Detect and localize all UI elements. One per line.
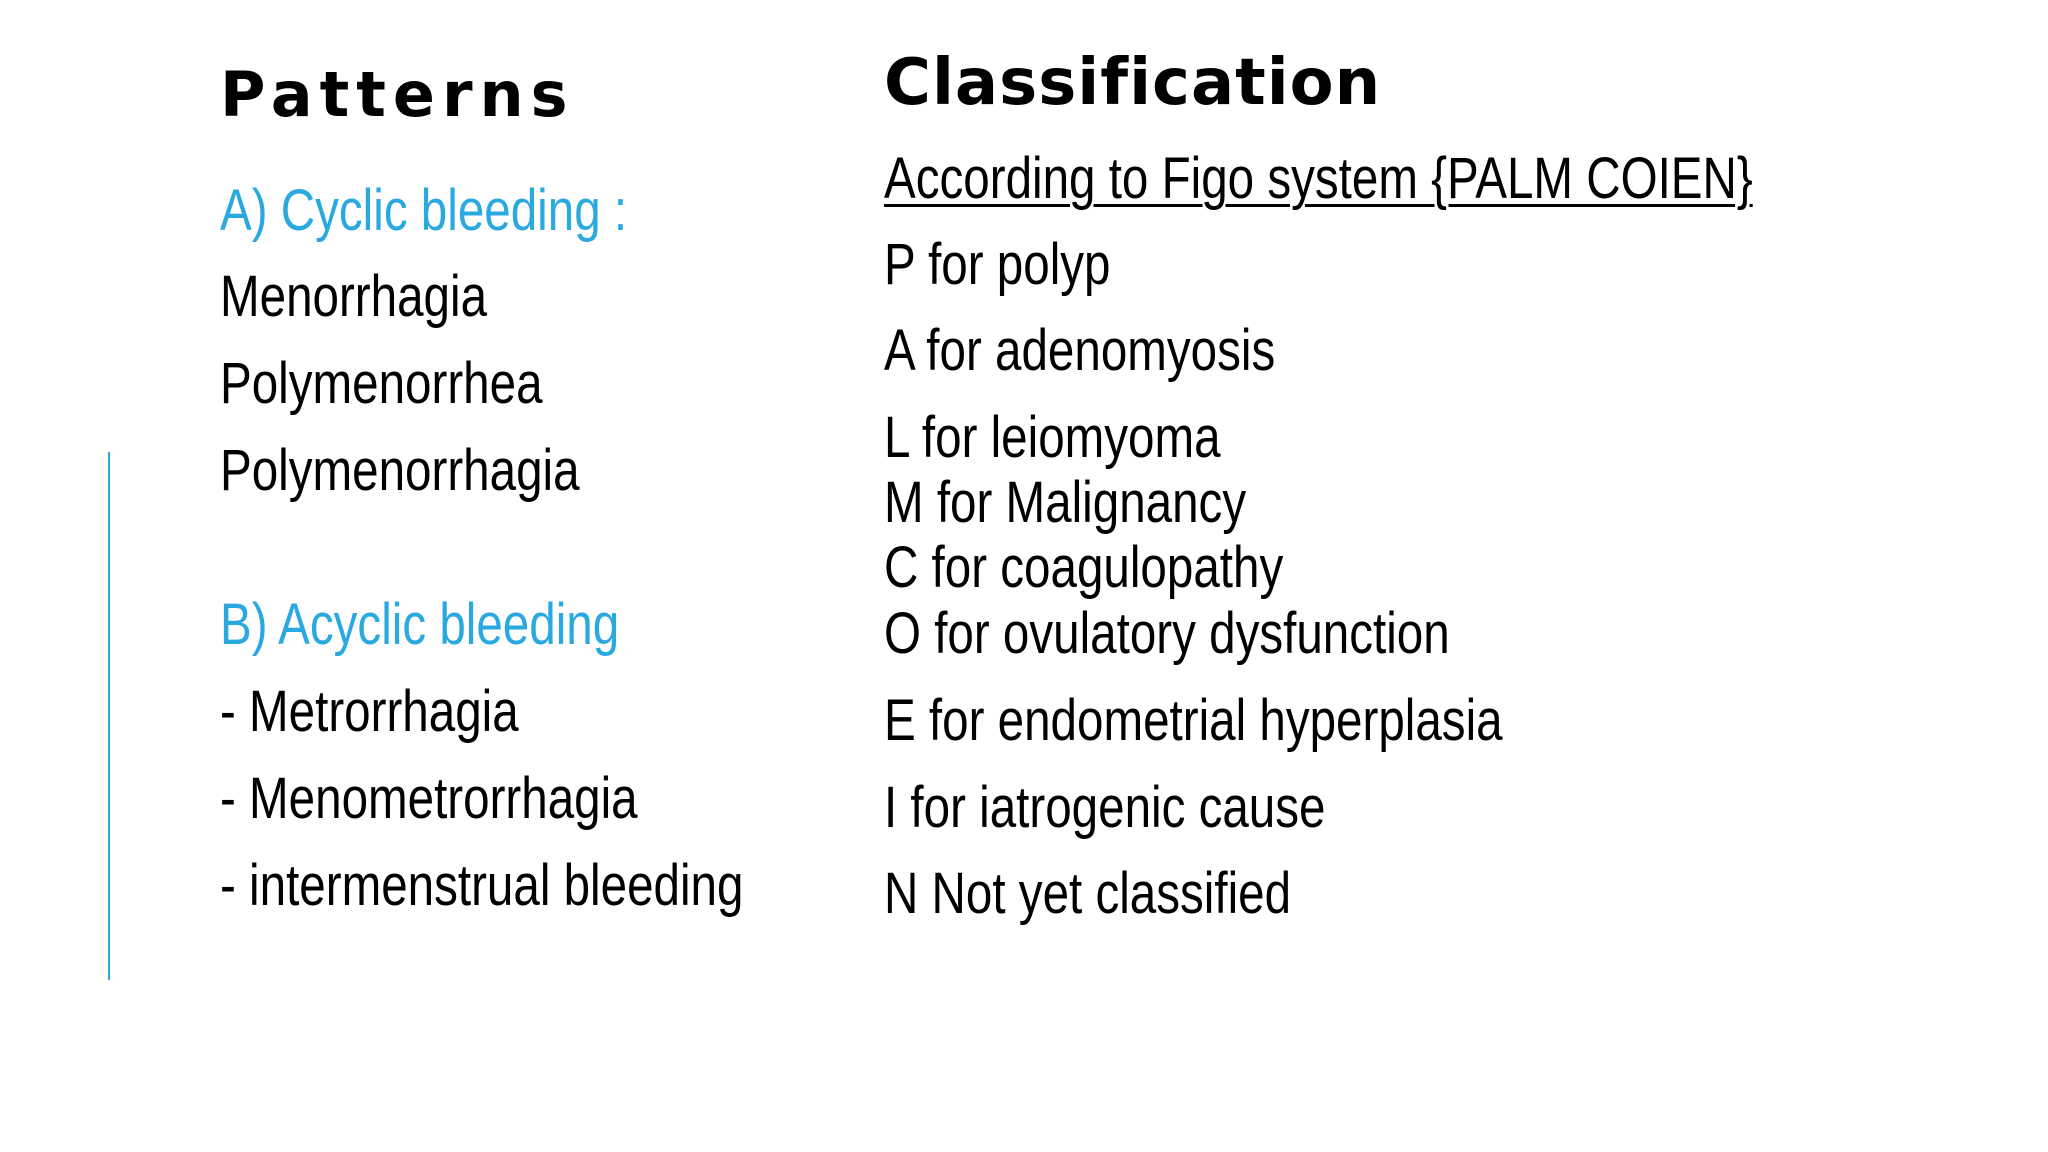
classification-subtitle: According to Figo system {PALM COIEN} [884,146,1753,211]
cyclic-item: Polymenorrhagia [220,438,580,503]
classification-item-p: P for polyp [884,232,1111,297]
classification-item-n: N Not yet classified [884,861,1292,926]
classification-item-e: E for endometrial hyperplasia [884,688,1503,753]
acyclic-bleeding-heading: B) Acyclic bleeding [220,592,620,657]
classification-item-l: L for leiomyoma [884,405,1221,470]
acyclic-item: - Metrorrhagia [220,679,519,744]
patterns-title: Patterns [220,58,575,131]
classification-item-i: I for iatrogenic cause [884,775,1326,840]
classification-item-c: C for coagulopathy [884,535,1284,600]
accent-divider-line [108,452,110,980]
classification-item-m: M for Malignancy [884,470,1247,535]
classification-title: Classification [884,46,1382,120]
classification-item-o: O for ovulatory dysfunction [884,601,1450,666]
classification-item-a: A for adenomyosis [884,318,1276,383]
cyclic-item: Polymenorrhea [220,351,543,416]
cyclic-bleeding-heading: A) Cyclic bleeding : [220,178,628,243]
acyclic-item: - Menometrorrhagia [220,766,638,831]
cyclic-item: Menorrhagia [220,264,488,329]
acyclic-item: - intermenstrual bleeding [220,853,744,918]
